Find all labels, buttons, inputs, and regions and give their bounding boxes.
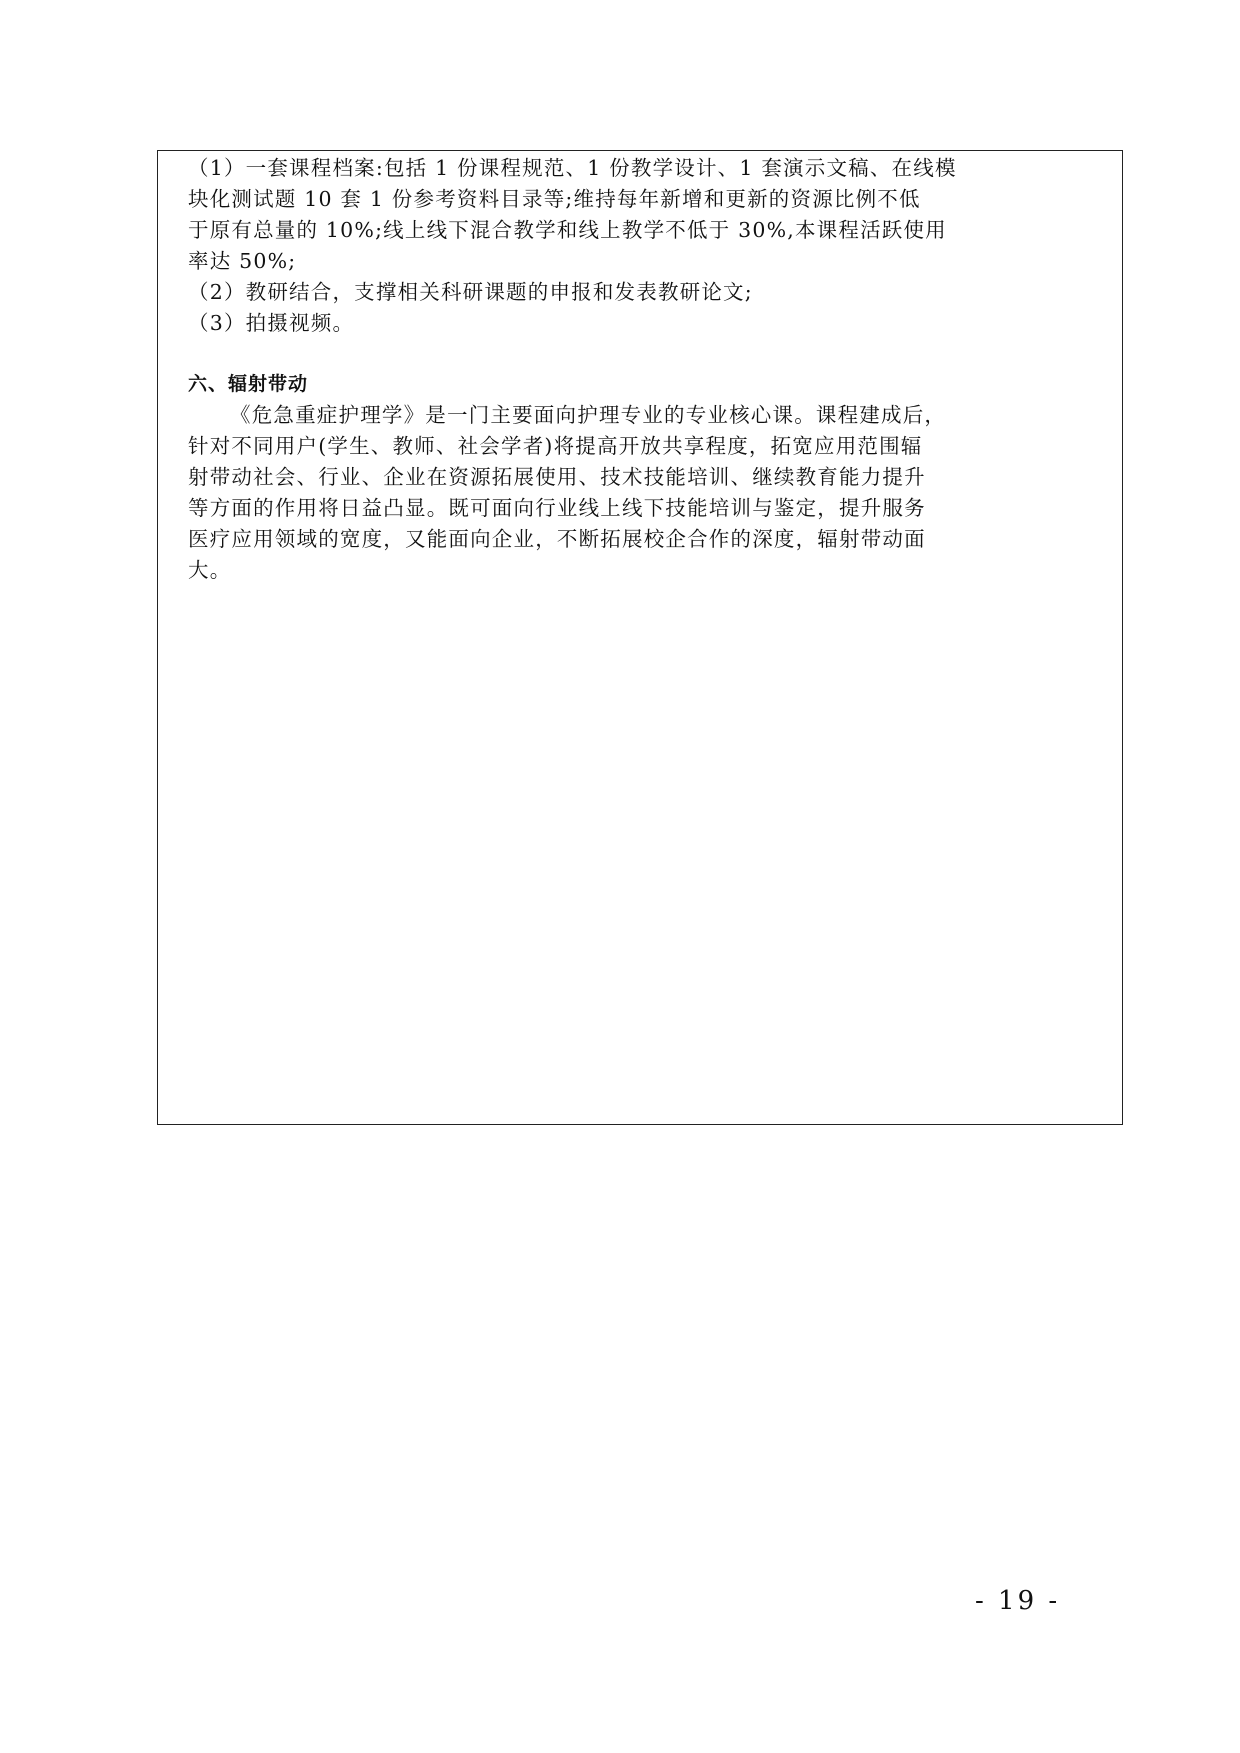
cell-content	[188, 153, 1048, 586]
paragraph-line-2: 针对不同用户(学生、教师、社会学者)将提高开放共享程度，拓宽应用范围辐	[188, 434, 923, 458]
paragraph-line-1: 《危急重症护理学》是一门主要面向护理专业的专业核心课。课程建成后，	[230, 403, 947, 427]
outcome-item-1-line-1: （1）一套课程档案:包括 1 份课程规范、1 份教学设计、1 套演示文稿、在线模	[188, 156, 957, 180]
content-table-cell	[157, 150, 1123, 1125]
section-spacer	[188, 339, 1048, 369]
paragraph-line-3: 射带动社会、行业、企业在资源拓展使用、技术技能培训、继续教育能力提升	[188, 465, 926, 489]
section-heading: 六、辐射带动	[188, 373, 309, 395]
outcome-item-3: （3）拍摄视频。	[188, 311, 355, 335]
outcome-item-1-line-3: 于原有总量的 10%;线上线下混合教学和线上教学不低于 30%,本课程活跃使用	[188, 218, 947, 242]
paragraph-line-4: 等方面的作用将日益凸显。既可面向行业线上线下技能培训与鉴定，提升服务	[188, 496, 926, 520]
outcome-item-1-line-4: 率达 50%;	[188, 249, 297, 273]
paragraph-line-5: 医疗应用领域的宽度，又能面向企业，不断拓展校企合作的深度，辐射带动面	[188, 527, 926, 551]
paragraph-line-6: 大。	[188, 558, 232, 582]
outcome-item-1-line-2: 块化测试题 10 套 1 份参考资料目录等;维持每年新增和更新的资源比例不低	[188, 187, 921, 211]
page-number: - 19 -	[975, 1586, 1061, 1616]
outcome-item-2: （2）教研结合，支撑相关科研课题的申报和发表教研论文;	[188, 280, 753, 304]
